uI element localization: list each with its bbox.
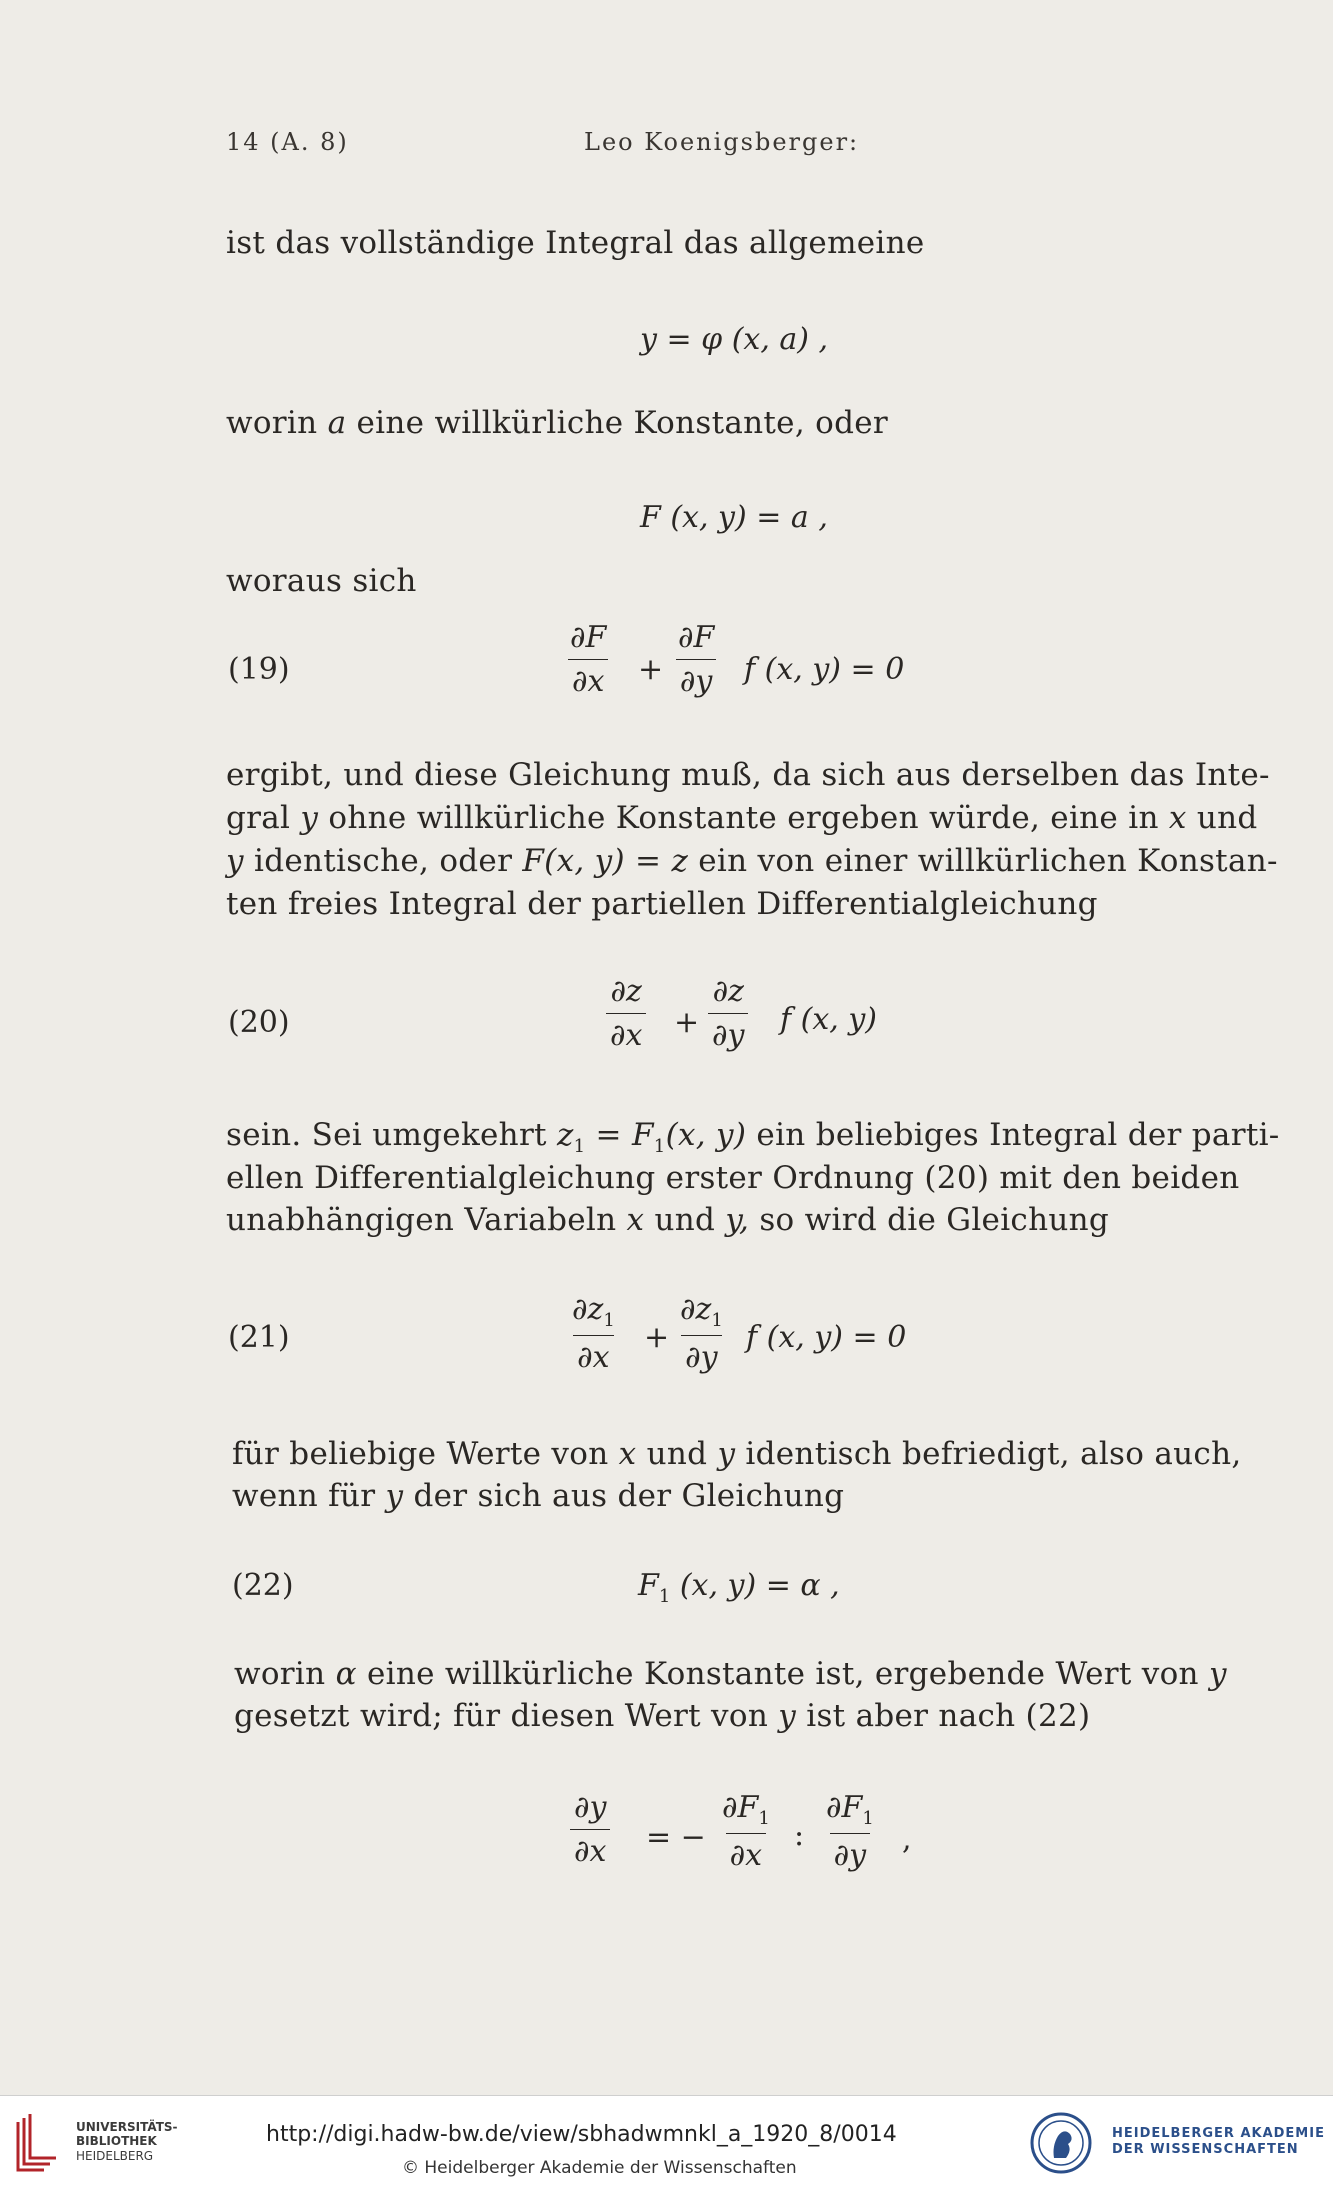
paragraph-line: gral y ohne willkürliche Konstante ergeben würde, eine in x und bbox=[226, 800, 1258, 836]
equation-number-21: (21) bbox=[228, 1320, 290, 1355]
equation-number-20: (20) bbox=[228, 1005, 290, 1040]
paragraph-line: gesetzt wird; für diesen Wert von y ist aber nach (22) bbox=[234, 1698, 1091, 1734]
ub-name-line-1: UNIVERSITÄTS- bbox=[76, 2120, 178, 2134]
fraction-dF-dy: $\frac{\partial F}{\partial y}$ bbox=[674, 620, 718, 699]
equation-first-integral: F (x, y) = a , bbox=[640, 500, 828, 535]
plus-sign: + bbox=[674, 1005, 700, 1040]
ub-name-line-2: BIBLIOTHEK bbox=[76, 2134, 157, 2148]
paragraph-line: y identische, oder F(x, y) = z ein von einer willkürlichen Konstan- bbox=[226, 843, 1278, 879]
comma: , bbox=[902, 1822, 912, 1857]
plus-sign: + bbox=[644, 1320, 670, 1355]
fraction-dz-dx: $\frac{\partial z}{\partial x}$ bbox=[606, 974, 646, 1053]
paragraph-line: ergibt, und diese Gleichung muß, da sich aus derselben das Inte- bbox=[226, 757, 1270, 793]
equation-22: $F_1$ (x, y) = α , bbox=[638, 1568, 840, 1607]
paragraph-line: ist das vollständige Integral das allgemeine bbox=[226, 225, 925, 261]
fraction-dz1-dx: $\frac{\partial z_1}{\partial x}$ bbox=[572, 1292, 615, 1375]
equation-19-tail: f (x, y) = 0 bbox=[744, 652, 905, 687]
fraction-dy-dx: $\frac{\partial y}{\partial x}$ bbox=[570, 1790, 610, 1869]
paragraph-line: worin α eine willkürliche Konstante ist, ergebende Wert von y bbox=[234, 1656, 1227, 1692]
paragraph-line: woraus sich bbox=[226, 563, 417, 599]
fraction-dz1-dy: $\frac{\partial z_1}{\partial y}$ bbox=[680, 1292, 723, 1375]
equation-number-19: (19) bbox=[228, 652, 290, 687]
fraction-dz-dy: $\frac{\partial z}{\partial y}$ bbox=[708, 974, 748, 1053]
hda-seal-icon bbox=[1030, 2110, 1092, 2176]
paragraph-line: ten freies Integral der partiellen Differentialgleichung bbox=[226, 886, 1098, 922]
paragraph-line: worin a eine willkürliche Konstante, oder bbox=[226, 405, 888, 441]
paragraph-line: sein. Sei umgekehrt $z_1 = F_1(x$, y) ein beliebiges Integral der parti- bbox=[226, 1117, 1280, 1158]
equation-20-tail: f (x, y) bbox=[780, 1002, 877, 1037]
fraction-dF-dx: $\frac{\partial F}{\partial x}$ bbox=[566, 620, 610, 699]
digitization-footer bbox=[0, 2095, 1333, 2192]
hda-name-line-1: HEIDELBERGER AKADEMIE bbox=[1112, 2126, 1325, 2141]
permalink-url[interactable]: http://digi.hadw-bw.de/view/sbhadwmnkl_a_1920_8/0014 bbox=[266, 2122, 897, 2147]
ub-heidelberg-logo-icon bbox=[14, 2112, 58, 2176]
paragraph-line: ellen Differentialgleichung erster Ordnung (20) mit den beiden bbox=[226, 1160, 1240, 1196]
equation-general-integral: y = φ (x, a) , bbox=[640, 322, 829, 357]
hda-name-line-2: DER WISSENSCHAFTEN bbox=[1112, 2142, 1299, 2157]
ub-name-line-3: HEIDELBERG bbox=[76, 2149, 154, 2163]
copyright-notice: © Heidelberger Akademie der Wissenschaften bbox=[402, 2158, 797, 2178]
equals-minus: = − bbox=[646, 1820, 706, 1855]
running-head-author: Leo Koenigsberger: bbox=[584, 128, 860, 156]
colon: : bbox=[794, 1818, 805, 1853]
equation-21-tail: f (x, y) = 0 bbox=[746, 1320, 907, 1355]
paragraph-line: wenn für y der sich aus der Gleichung bbox=[232, 1478, 845, 1514]
plus-sign: + bbox=[638, 652, 664, 687]
fraction-dF1-dx: $\frac{\partial F_1}{\partial x}$ bbox=[722, 1790, 770, 1873]
page-reference: 14 (A. 8) bbox=[226, 128, 349, 156]
equation-number-22: (22) bbox=[232, 1568, 294, 1603]
paragraph-line: für beliebige Werte von x und y identisch befriedigt, also auch, bbox=[232, 1436, 1242, 1472]
fraction-dF1-dy: $\frac{\partial F_1}{\partial y}$ bbox=[826, 1790, 874, 1873]
paragraph-line: unabhängigen Variabeln x und y, so wird die Gleichung bbox=[226, 1202, 1110, 1238]
